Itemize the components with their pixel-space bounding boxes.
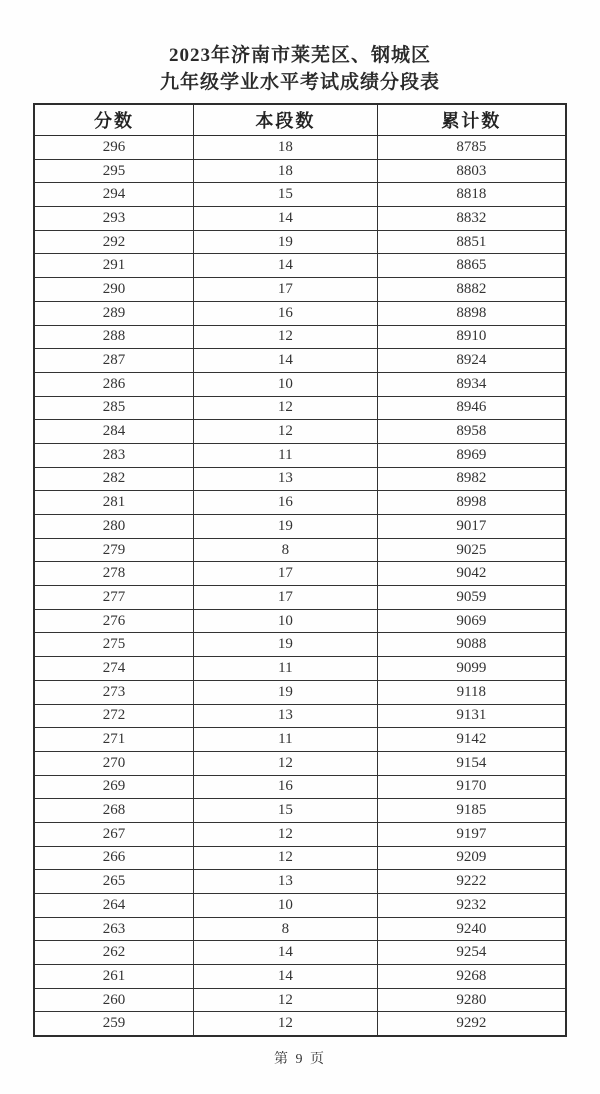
table-row [34,230,566,254]
score-cell: 284 [34,420,194,444]
score-cell: 291 [34,254,194,278]
segment-count-cell: 13 [194,870,378,894]
score-cell: 269 [34,775,194,799]
segment-count-cell: 19 [194,680,378,704]
cumulative-count-cell: 9268 [377,965,566,989]
score-cell: 294 [34,183,194,207]
segment-count-cell: 11 [194,657,378,681]
cumulative-count-cell: 8898 [377,301,566,325]
segment-count-cell: 18 [194,136,378,160]
score-cell: 272 [34,704,194,728]
score-cell: 261 [34,965,194,989]
table-row [34,136,566,160]
score-cell: 270 [34,751,194,775]
table-row [34,467,566,491]
table-row [34,586,566,610]
table-row [34,680,566,704]
segment-count-cell: 17 [194,278,378,302]
table-row [34,372,566,396]
document-title-line1: 2023年济南市莱芜区、钢城区 [168,45,431,66]
score-cell: 263 [34,917,194,941]
score-cell: 280 [34,515,194,539]
table-row [34,657,566,681]
score-cell: 296 [34,136,194,160]
segment-count-cell: 8 [194,538,378,562]
table-row [34,799,566,823]
table-row [34,728,566,752]
score-table [33,103,567,1037]
score-cell: 295 [34,159,194,183]
table-row [34,349,566,373]
cumulative-count-cell: 8910 [377,325,566,349]
score-cell: 271 [34,728,194,752]
cumulative-count-cell: 8803 [377,159,566,183]
cumulative-count-cell: 9292 [377,1012,566,1036]
segment-count-cell: 14 [194,254,378,278]
table-row [34,775,566,799]
segment-count-cell: 12 [194,846,378,870]
segment-count-cell: 13 [194,704,378,728]
cumulative-count-cell: 9170 [377,775,566,799]
segment-count-cell: 12 [194,420,378,444]
table-row [34,207,566,231]
segment-count-cell: 16 [194,491,378,515]
score-cell: 278 [34,562,194,586]
cumulative-count-cell: 8998 [377,491,566,515]
segment-count-cell: 10 [194,372,378,396]
segment-count-cell: 19 [194,515,378,539]
segment-count-cell: 15 [194,799,378,823]
table-row [34,159,566,183]
table-row [34,325,566,349]
score-cell: 286 [34,372,194,396]
segment-count-cell: 13 [194,467,378,491]
cumulative-count-cell: 9209 [377,846,566,870]
segment-count-cell: 12 [194,325,378,349]
score-cell: 274 [34,657,194,681]
score-cell: 293 [34,207,194,231]
cumulative-count-cell: 9088 [377,633,566,657]
score-cell: 283 [34,443,194,467]
table-row [34,846,566,870]
document-title-line2: 九年级学业水平考试成绩分段表 [159,72,440,93]
table-row [34,562,566,586]
score-cell: 262 [34,941,194,965]
score-cell: 292 [34,230,194,254]
cumulative-count-cell: 9142 [377,728,566,752]
score-table-body [34,136,566,1037]
cumulative-count-cell: 9154 [377,751,566,775]
segment-count-cell: 14 [194,965,378,989]
table-row [34,515,566,539]
segment-count-cell: 8 [194,917,378,941]
table-row [34,443,566,467]
table-row [34,183,566,207]
score-cell: 275 [34,633,194,657]
score-cell: 268 [34,799,194,823]
score-cell: 281 [34,491,194,515]
segment-count-cell: 12 [194,396,378,420]
score-cell: 289 [34,301,194,325]
table-row [34,870,566,894]
table-row [34,988,566,1012]
score-cell: 264 [34,894,194,918]
cumulative-count-cell: 9197 [377,822,566,846]
score-cell: 282 [34,467,194,491]
table-row [34,1012,566,1036]
table-row [34,941,566,965]
cumulative-count-cell: 8785 [377,136,566,160]
score-cell: 287 [34,349,194,373]
table-row [34,420,566,444]
segment-count-cell: 19 [194,230,378,254]
table-row [34,751,566,775]
cumulative-count-cell: 8832 [377,207,566,231]
segment-count-cell: 10 [194,894,378,918]
segment-count-cell: 18 [194,159,378,183]
score-table-header [34,104,566,136]
segment-count-cell: 12 [194,751,378,775]
document-title [0,0,600,96]
cumulative-count-cell: 8818 [377,183,566,207]
score-cell: 267 [34,822,194,846]
cumulative-count-cell: 9240 [377,917,566,941]
score-cell: 260 [34,988,194,1012]
score-cell: 266 [34,846,194,870]
cumulative-count-cell: 8946 [377,396,566,420]
cumulative-count-cell: 8882 [377,278,566,302]
segment-count-cell: 10 [194,609,378,633]
cumulative-count-cell: 8969 [377,443,566,467]
cumulative-count-cell: 8924 [377,349,566,373]
cumulative-count-cell: 9254 [377,941,566,965]
segment-count-cell: 14 [194,349,378,373]
cumulative-count-cell: 9131 [377,704,566,728]
score-cell: 259 [34,1012,194,1036]
col-header-score: 分数 [34,104,194,136]
segment-count-cell: 16 [194,775,378,799]
table-row [34,704,566,728]
page-number-footer: 第 9 页 [274,1052,326,1068]
segment-count-cell: 19 [194,633,378,657]
table-row [34,301,566,325]
cumulative-count-cell: 9099 [377,657,566,681]
cumulative-count-cell: 8934 [377,372,566,396]
segment-count-cell: 11 [194,728,378,752]
score-cell: 276 [34,609,194,633]
table-row [34,278,566,302]
score-cell: 285 [34,396,194,420]
segment-count-cell: 16 [194,301,378,325]
cumulative-count-cell: 9017 [377,515,566,539]
score-cell: 288 [34,325,194,349]
segment-count-cell: 12 [194,822,378,846]
table-row [34,538,566,562]
cumulative-count-cell: 9185 [377,799,566,823]
cumulative-count-cell: 9222 [377,870,566,894]
score-cell: 290 [34,278,194,302]
table-row [34,491,566,515]
header-row [34,104,566,136]
cumulative-count-cell: 8982 [377,467,566,491]
segment-count-cell: 12 [194,988,378,1012]
segment-count-cell: 11 [194,443,378,467]
table-row [34,396,566,420]
segment-count-cell: 14 [194,941,378,965]
cumulative-count-cell: 9232 [377,894,566,918]
score-cell: 277 [34,586,194,610]
cumulative-count-cell: 8958 [377,420,566,444]
score-cell: 265 [34,870,194,894]
table-row [34,822,566,846]
cumulative-count-cell: 9025 [377,538,566,562]
segment-count-cell: 17 [194,586,378,610]
cumulative-count-cell: 9280 [377,988,566,1012]
segment-count-cell: 14 [194,207,378,231]
segment-count-cell: 17 [194,562,378,586]
table-row [34,917,566,941]
table-row [34,254,566,278]
segment-count-cell: 15 [194,183,378,207]
cumulative-count-cell: 8865 [377,254,566,278]
cumulative-count-cell: 9118 [377,680,566,704]
table-row [34,609,566,633]
table-row [34,965,566,989]
cumulative-count-cell: 9069 [377,609,566,633]
col-header-cumulative-count: 累计数 [377,104,566,136]
cumulative-count-cell: 9042 [377,562,566,586]
score-cell: 279 [34,538,194,562]
cumulative-count-cell: 8851 [377,230,566,254]
score-cell: 273 [34,680,194,704]
segment-count-cell: 12 [194,1012,378,1036]
cumulative-count-cell: 9059 [377,586,566,610]
table-row [34,633,566,657]
table-row [34,894,566,918]
col-header-segment-count: 本段数 [194,104,378,136]
